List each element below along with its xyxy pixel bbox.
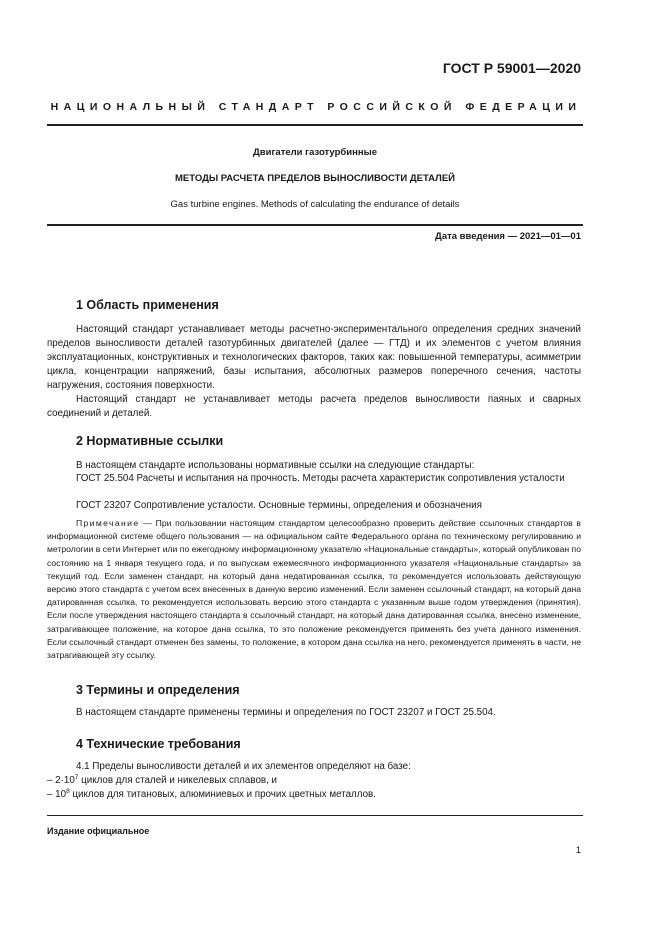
section-2-p2-text: ГОСТ 25.504 Расчеты и испытания на прочность. Методы расчета характеристик сопротивления усталости — [76, 473, 565, 484]
item-2-exponent: 8 — [66, 788, 70, 795]
section-2-p3-text: ГОСТ 23207 Сопротивление усталости. Основные термины, определения и обозначения — [76, 500, 482, 511]
document-subject: Двигатели газотурбинные — [253, 147, 377, 158]
section-2-reference-gost-23207 — [47, 499, 581, 513]
section-1-p1-text: Настоящий стандарт устанавливает методы расчетно-экспериментального определения средних значений пределов выносливости деталей газотурбинных двигателей (далее — ГТД) и их элементов с учетом влияния эксплуатационных, конструктивных и технологических факторов, таких как: повышенной температуры, асимметрии цикла, концентрации напряжений, базы испытания, абсолютных размеров поперечного сечения, частоты нагружения, состояния поверхности. — [47, 324, 581, 391]
item-2-text: циклов для титановых, алюминиевых и прочих цветных металлов. — [69, 789, 376, 800]
document-title: МЕТОДЫ РАСЧЕТА ПРЕДЕЛОВ ВЫНОСЛИВОСТИ ДЕТАЛЕЙ — [175, 173, 455, 184]
section-2-paragraph-1 — [47, 459, 581, 473]
page-number: 1 — [575, 845, 581, 856]
item-2-prefix: – 10 — [47, 789, 67, 800]
section-4-p1-text: 4.1 Пределы выносливости деталей и их элементов определяют на базе: — [76, 761, 411, 772]
section-2-note — [47, 517, 581, 662]
note-text: — При пользовании настоящим стандартом целесообразно проверить действие ссылочных стандартов в информационной системе общего пользования — на официальном сайте Федерального органа по техническому регулированию и метрологии в сети Интернет или по ежегодному информационному указателю «Национальные стандарты», который опубликован по состоянию на 1 января текущего года, и по выпускам ежемесячного информационного указателя «Национальные стандарты» за текущий год. Если заменен стандарт, на который дана недатированная ссылка, то рекомендуется использовать действующую версию этого стандарта с учетом всех внесенных в данную версию изменений. Если заменен ссылочный стандарт, на который дана датированная ссылка, то рекомендуется использовать версию этого стандарта с указанным выше годом утверждения (принятия). Если после утверждения настоящего стандарта в ссылочный стандарт, на который дана датированная ссылка, внесено изменение, затрагивающее положение, на которое дана ссылка, то это положение рекомендуется применять без учета данного изменения. Если ссылочный стандарт отменен без замены, то положение, в котором дана ссылка на него, рекомендуется применять в части, не затрагивающей эту ссылку. — [47, 518, 581, 661]
title-divider-bottom — [47, 224, 583, 226]
base-list-item-1 — [47, 774, 277, 788]
section-2-reference-gost-25504 — [47, 472, 581, 486]
footer-divider — [47, 815, 583, 816]
base-list-item-2 — [47, 788, 376, 802]
section-1-paragraph-2 — [47, 393, 581, 421]
section-4-paragraph-1 — [47, 760, 581, 774]
document-number: ГОСТ Р 59001—2020 — [442, 60, 581, 76]
standard-title: НАЦИОНАЛЬНЫЙ СТАНДАРТ РОССИЙСКОЙ ФЕДЕРАЦИИ — [50, 101, 582, 113]
introduction-date: Дата введения — 2021—01—01 — [435, 231, 581, 242]
section-1-heading: 1 Область применения — [76, 298, 219, 312]
section-4-heading: 4 Технические требования — [76, 737, 241, 751]
edition-label: Издание официальное — [47, 826, 150, 836]
section-3-heading: 3 Термины и определения — [76, 683, 240, 697]
title-divider-top — [47, 124, 583, 126]
section-3-p1-text: В настоящем стандарте применены термины и определения по ГОСТ 23207 и ГОСТ 25.504. — [76, 707, 496, 718]
item-1-exponent: 7 — [74, 774, 79, 781]
item-1-text: циклов для сталей и никелевых сплавов, и — [78, 775, 278, 786]
section-2-p1-text: В настоящем стандарте использованы нормативные ссылки на следующие стандарты: — [76, 460, 475, 471]
section-2-heading: 2 Нормативные ссылки — [76, 434, 224, 448]
note-label: Примечание — [76, 518, 140, 528]
section-3-paragraph-1 — [47, 706, 581, 720]
document-title-en: Gas turbine engines. Methods of calculating the endurance of details — [170, 199, 460, 210]
section-1-p2-text: Настоящий стандарт не устанавливает методы расчета пределов выносливости паяных и сварных соединений и деталей. — [47, 394, 581, 419]
item-1-prefix: – 2·10 — [47, 775, 75, 786]
section-1-paragraph-1 — [47, 323, 581, 393]
